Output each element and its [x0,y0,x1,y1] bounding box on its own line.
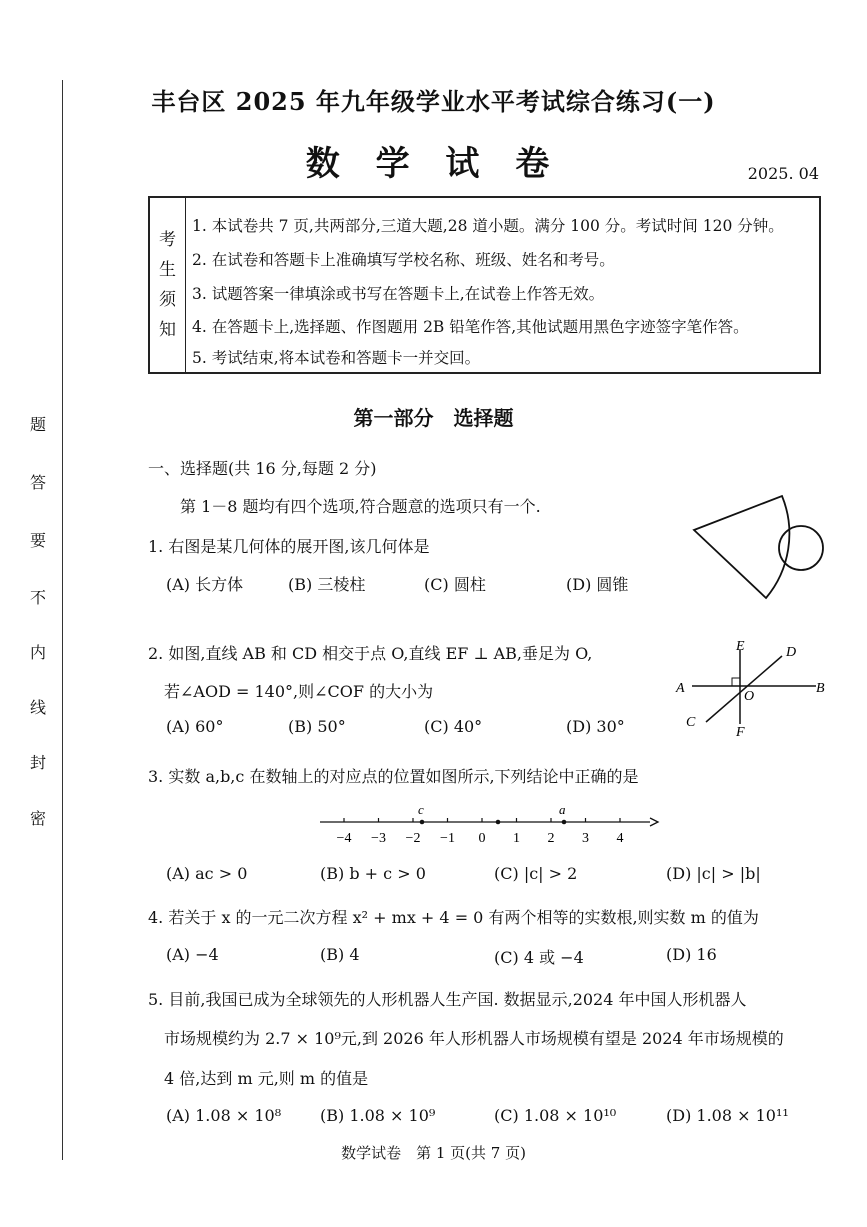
notice-label-char: 生 [159,260,176,280]
point-label-b: B [816,681,825,696]
number-line-tick-label: −4 [336,831,352,846]
q4-option-d: (D) 16 [666,945,717,964]
q4-option-c: (C) 4 或 −4 [494,948,584,967]
q3-option-a: (A) ac > 0 [166,864,248,883]
point-a-label: a [559,802,566,817]
notice-label-char: 考 [159,230,176,250]
point-label-e: E [736,639,745,654]
exam-date: 2025. 04 [747,164,819,183]
q1-option-d: (D) 圆锥 [566,575,629,594]
q3-number-line [310,800,660,848]
q2-option-d: (D) 30° [566,717,625,736]
q1-cone-net-figure [688,486,828,604]
notice-item: 5. 考试结束,将本试卷和答题卡一并交回。 [192,349,481,367]
q5-option-d: (D) 1.08 × 10¹¹ [666,1106,789,1125]
point-c-label: c [418,802,424,817]
point-label-f: F [736,725,745,740]
point-c-dot [420,820,425,825]
point-label-o: O [744,689,755,704]
notice-label [150,198,186,372]
page-footer: 数学试卷 第 1 页(共 7 页) [341,1144,526,1162]
q2-option-c: (C) 40° [424,717,483,736]
point-label-c: C [686,715,696,730]
q5-stem-line1: 5. 目前,我国已成为全球领先的人形机器人生产国. 数据显示,2024 年中国人形机器人 [148,990,747,1009]
seal-char: 题 [29,415,46,434]
number-line-tick-label: 0 [478,831,486,846]
seal-char: 密 [29,809,46,828]
q1-option-b: (B) 三棱柱 [288,575,366,594]
number-line-tick-label: 2 [547,831,555,846]
q5-option-b: (B) 1.08 × 10⁹ [320,1106,436,1125]
subject-title: 数 学 试 卷 [305,144,562,184]
seal-char: 要 [29,531,46,550]
q4-stem: 4. 若关于 x 的一元二次方程 x² + mx + 4 = 0 有两个相等的实数根,则实数 m 的值为 [148,908,759,927]
q1-option-a: (A) 长方体 [166,575,244,594]
part-heading: 一、选择题(共 16 分,每题 2 分) [148,459,377,478]
exam-title: 丰台区 2025 年九年级学业水平考试综合练习(一) [151,87,716,116]
seal-char: 答 [29,473,46,492]
q4-option-a: (A) −4 [166,945,219,964]
seal-char: 封 [29,753,46,772]
q2-option-b: (B) 50° [288,717,346,736]
notice-item: 4. 在答题卡上,选择题、作图题用 2B 铅笔作答,其他试题用黑色字迹签字笔作答。 [192,318,749,336]
point-a-dot [562,820,567,825]
q5-option-a: (A) 1.08 × 10⁸ [166,1106,282,1125]
notice-item: 2. 在试卷和答题卡上准确填写学校名称、班级、姓名和考号。 [192,251,615,269]
number-line-tick-label: 1 [513,831,520,846]
seal-char: 线 [29,698,46,717]
q3-option-b: (B) b + c > 0 [320,864,426,883]
q2-stem-line1: 2. 如图,直线 AB 和 CD 相交于点 O,直线 EF ⊥ AB,垂足为 O, [148,644,593,663]
q1-stem: 1. 右图是某几何体的展开图,该几何体是 [148,537,430,556]
number-line-tick-label: 3 [582,831,589,846]
number-line-tick-label: −2 [405,831,421,846]
q3-option-c: (C) |c| > 2 [494,864,578,883]
q3-option-d: (D) |c| > |b| [666,864,761,883]
q2-intersecting-lines-figure [670,636,830,742]
point-b-dot [496,820,501,825]
q2-stem-line2: 若∠AOD = 140°,则∠COF 的大小为 [164,682,434,701]
binding-line [62,80,63,1160]
number-line-tick-label: −1 [440,831,455,846]
q4-option-b: (B) 4 [320,945,360,964]
point-label-a: A [676,681,685,696]
number-line-tick-label: 4 [616,831,624,846]
notice-item: 3. 试题答案一律填涂或书写在答题卡上,在试卷上作答无效。 [192,285,605,303]
notice-label-char: 须 [159,290,176,310]
notice-box [148,196,821,374]
q5-option-c: (C) 1.08 × 10¹⁰ [494,1106,617,1125]
notice-item: 1. 本试卷共 7 页,共两部分,三道大题,28 道小题。满分 100 分。考试时间 120 分钟。 [192,217,784,235]
section-title: 第一部分 选择题 [353,406,514,430]
q3-stem: 3. 实数 a,b,c 在数轴上的对应点的位置如图所示,下列结论中正确的是 [148,767,639,786]
q1-option-c: (C) 圆柱 [424,575,486,594]
seal-char: 不 [29,588,46,607]
q5-stem-line3: 4 倍,达到 m 元,则 m 的值是 [164,1069,369,1088]
part-instruction: 第 1－8 题均有四个选项,符合题意的选项只有一个. [180,497,541,516]
number-line-tick-label: −3 [371,831,386,846]
seal-char: 内 [29,643,46,662]
q5-stem-line2: 市场规模约为 2.7 × 10⁹元,到 2026 年人形机器人市场规模有望是 2024 年市场规模的 [164,1029,784,1048]
point-label-d: D [786,645,797,660]
notice-label-char: 知 [159,320,176,340]
q2-option-a: (A) 60° [166,717,224,736]
